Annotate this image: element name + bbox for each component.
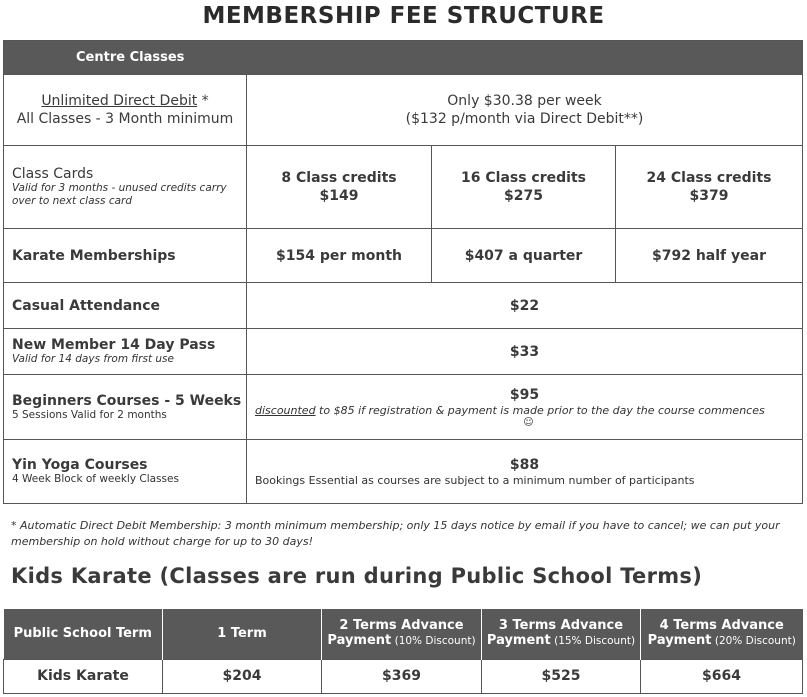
kids-price-2-terms: $369 (322, 659, 482, 693)
kids-header-3-main: 3 Terms Advance Payment (486, 618, 624, 649)
beginners-label-cell (4, 375, 247, 440)
class-card-price: $149 (319, 188, 359, 204)
kids-header-2-main: 2 Terms Advance Payment (327, 618, 464, 649)
new-member-row (4, 329, 803, 375)
karate-label-cell (4, 229, 247, 283)
yin-label: Yin Yoga Courses (12, 457, 148, 473)
direct-debit-footnote: * Automatic Direct Debit Membership: 3 month minimum membership; only 15 days notice by email if you have to cancel; we can put your membership on hold without charge for up to 30 days! (11, 519, 780, 548)
beginners-note (247, 404, 802, 417)
karate-label: Karate Memberships (12, 247, 176, 264)
karate-month: $154 per month (247, 229, 432, 283)
unlimited-row (4, 75, 803, 146)
yin-note: Bookings Essential as courses are subject to a minimum number of participants (255, 474, 695, 487)
class-card-credits: 16 Class credits (461, 170, 586, 186)
kids-header-1-term: 1 Term (163, 609, 322, 659)
kids-price-row (4, 659, 803, 693)
karate-half-year: $792 half year (616, 229, 803, 283)
beginners-value-cell (247, 375, 803, 440)
class-card-credits: 24 Class credits (646, 170, 772, 186)
unlimited-value-cell (247, 75, 803, 146)
kids-header-4-terms (641, 609, 803, 659)
yin-label-cell (4, 440, 247, 504)
unlimited-sub: All Classes - 3 Month minimum (16, 111, 234, 127)
kids-header-4-discount: (20% Discount) (711, 635, 796, 648)
casual-price: $22 (247, 283, 803, 329)
karate-quarter: $407 a quarter (432, 229, 616, 283)
new-member-sub: Valid for 14 days from first use (12, 353, 174, 365)
centre-fee-table (3, 40, 803, 504)
casual-label-cell (4, 283, 247, 329)
class-cards-row (4, 146, 803, 229)
class-card-price: $275 (504, 188, 543, 204)
new-member-label-cell (4, 329, 247, 375)
kids-karate-title: Kids Karate (Classes are run during Public School Terms) (11, 564, 703, 588)
unlimited-price: Only $30.38 per week (447, 93, 602, 109)
kids-fee-table (3, 609, 803, 694)
casual-label: Casual Attendance (12, 297, 161, 314)
karate-row (4, 229, 803, 283)
class-card-24 (616, 146, 803, 229)
kids-price-3-terms: $525 (482, 659, 641, 693)
yin-value-cell (247, 440, 803, 504)
beginners-note-text: to $85 if registration & payment is made prior to the day the course commences (315, 403, 765, 417)
beginners-discounted: discounted (255, 403, 316, 417)
beginners-sub: 5 Sessions Valid for 2 months (12, 408, 167, 421)
yin-row (4, 440, 803, 504)
unlimited-label-cell (4, 75, 247, 146)
beginners-row (4, 375, 803, 440)
class-cards-label: Class Cards (12, 166, 94, 182)
unlimited-direct-debit: ($132 p/month via Direct Debit**) (405, 111, 644, 127)
kids-header-2-discount: (10% Discount) (391, 635, 476, 648)
kids-header-term: Public School Term (4, 609, 163, 659)
centre-header-row (4, 41, 803, 75)
kids-row-label: Kids Karate (4, 659, 163, 693)
class-cards-sub: Valid for 3 months - unused credits carry over to next class card (12, 182, 227, 207)
class-card-price: $379 (689, 188, 729, 204)
class-card-8 (247, 146, 432, 229)
kids-price-4-terms: $664 (641, 659, 803, 693)
kids-header-2-terms (322, 609, 482, 659)
new-member-label: New Member 14 Day Pass (12, 337, 216, 353)
kids-header-3-discount: (15% Discount) (550, 635, 636, 648)
beginners-label: Beginners Courses - 5 Weeks (12, 392, 242, 409)
centre-classes-header: Centre Classes (4, 41, 803, 75)
smiley-icon: ☺ (523, 416, 534, 428)
beginners-price: $95 (509, 386, 540, 403)
unlimited-label: Unlimited Direct Debit (41, 93, 198, 109)
class-cards-label-cell (4, 146, 247, 229)
kids-header-3-terms (482, 609, 641, 659)
kids-price-1-term: $204 (163, 659, 322, 693)
kids-header-4-main: 4 Terms Advance Payment (647, 618, 784, 649)
new-member-price: $33 (247, 329, 803, 375)
yin-price: $88 (509, 457, 540, 473)
page-title: MEMBERSHIP FEE STRUCTURE (202, 3, 605, 29)
unlimited-star: * (197, 93, 209, 109)
class-card-credits: 8 Class credits (281, 170, 397, 186)
yin-sub: 4 Week Block of weekly Classes (12, 473, 179, 485)
casual-row (4, 283, 803, 329)
kids-header-row (4, 609, 803, 659)
class-card-16 (432, 146, 616, 229)
